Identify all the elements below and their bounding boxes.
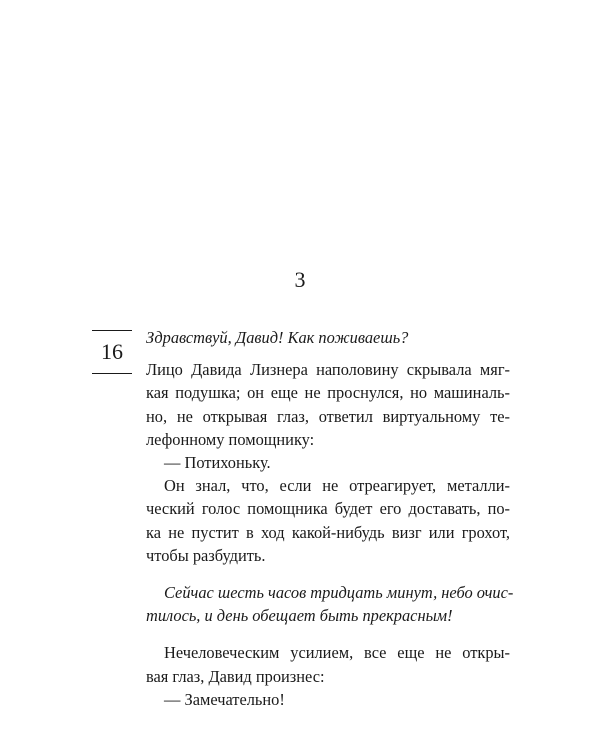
- page-number-bottom-rule: [92, 373, 132, 374]
- spacer: [146, 567, 510, 581]
- page-number-block: [92, 330, 132, 374]
- dialogue-line: — Замечательно!: [164, 689, 285, 709]
- paragraph-line: но, не открывая глаз, ответил виртуальному те-: [146, 406, 510, 426]
- paragraph-line: чтобы разбудить.: [146, 545, 266, 565]
- spacer: [146, 349, 510, 358]
- page-number: 16: [101, 339, 123, 364]
- paragraph-line: вая глаз, Давид произнес:: [146, 666, 325, 686]
- body-text: [146, 326, 514, 711]
- paragraph-line: ка не пустит в ход какой-нибудь визг или грохот,: [146, 522, 510, 542]
- spacer: [146, 627, 510, 641]
- paragraph-line: Он знал, что, если не отреагирует, металли-: [164, 476, 510, 496]
- dialogue-line: — Потихоньку.: [164, 453, 271, 473]
- paragraph-line: лефонному помощнику:: [146, 429, 315, 449]
- paragraph-line: кая подушка; он еще не проснулся, но машиналь-: [146, 383, 510, 403]
- assistant-line: тилось, и день обещает быть прекрасным!: [146, 606, 453, 626]
- chapter-number: 3: [294, 267, 306, 292]
- greeting-line: Здравствуй, Давид! Как поживаешь?: [146, 328, 409, 347]
- paragraph-line: Нечеловеческим усилием, все еще не откры-: [164, 643, 510, 663]
- assistant-line: Сейчас шесть часов тридцать минут, небо очис-: [164, 583, 514, 603]
- paragraph-line: Лицо Давида Лизнера наполовину скрывала мяг-: [146, 360, 510, 380]
- paragraph-line: ческий голос помощника будет его доставать, по-: [146, 499, 510, 519]
